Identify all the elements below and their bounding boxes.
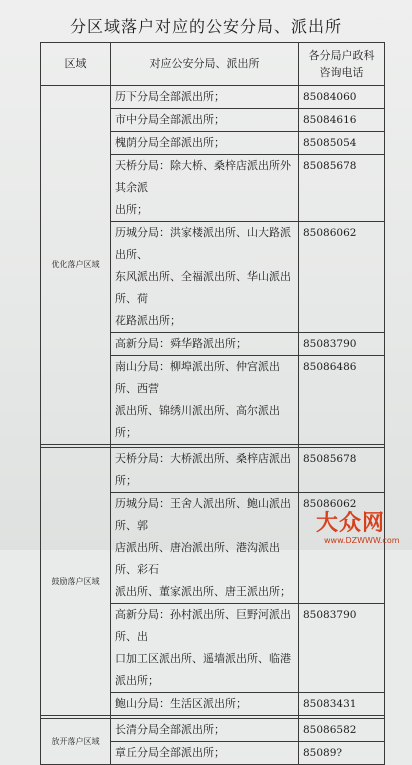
station-cell — [111, 109, 299, 132]
phone-cell: 85086582 — [299, 719, 385, 742]
phone-cell: 85086062 — [299, 222, 385, 333]
region-cell: 鼓励落户区域 — [41, 448, 111, 716]
station-line: 鲍山分局：生活区派出所； — [115, 697, 247, 710]
station-line: 天桥分局：除大桥、桑梓店派出所外其余派 — [115, 159, 291, 194]
station-line: 口加工区派出所、遥墙派出所、临港派出所； — [115, 652, 291, 687]
watermark-logo-text: 大众网 — [316, 511, 386, 536]
station-line: 天桥分局：大桥派出所、桑梓店派出所； — [115, 452, 291, 487]
table-row — [41, 448, 385, 493]
station-cell — [111, 719, 299, 742]
header-region: 区域 — [41, 43, 111, 86]
station-cell — [111, 132, 299, 155]
phone-cell: 85089? — [299, 742, 385, 765]
phone-cell: 85083790 — [299, 604, 385, 693]
header-station: 对应公安分局、派出所 — [111, 43, 299, 86]
station-line: 历下分局全部派出所； — [115, 90, 225, 103]
station-line: 花路派出所； — [115, 314, 181, 327]
station-line: 高新分局：舜华路派出所； — [115, 337, 247, 350]
table-body — [41, 86, 385, 765]
table-row — [41, 719, 385, 742]
station-cell — [111, 693, 299, 716]
phone-cell: 85086486 — [299, 356, 385, 445]
table-header-row — [41, 43, 385, 86]
station-line: 槐荫分局全部派出所； — [115, 136, 225, 149]
header-phone-line2: 咨询电话 — [319, 66, 364, 79]
station-cell — [111, 222, 299, 333]
region-cell: 优化落户区域 — [41, 86, 111, 445]
station-line: 南山分局：柳埠派出所、仲宫派出所、西营 — [115, 360, 280, 395]
station-cell — [111, 604, 299, 693]
header-phone-line1: 各分局户政科 — [308, 49, 375, 62]
document-title: 分区域落户对应的公安分局、派出所 — [69, 17, 342, 36]
station-cell — [111, 333, 299, 356]
station-line: 市中分局全部派出所； — [115, 113, 225, 126]
station-cell — [111, 356, 299, 445]
phone-cell: 85083790 — [299, 333, 385, 356]
watermark-logo — [296, 506, 408, 548]
station-line: 派出所、董家派出所、唐王派出所； — [115, 585, 291, 598]
station-line: 长清分局全部派出所； — [115, 723, 225, 736]
phone-cell: 85084616 — [299, 109, 385, 132]
station-cell — [111, 742, 299, 765]
station-cell — [111, 493, 299, 604]
region-cell: 放开落户区域 — [41, 719, 111, 765]
station-line: 章丘分局全部派出所； — [115, 746, 225, 759]
phone-cell: 85085678 — [299, 448, 385, 493]
station-line: 历城分局：王舍人派出所、鲍山派出所、郭 — [115, 497, 291, 532]
station-cell — [111, 155, 299, 222]
station-line: 出所； — [115, 203, 148, 216]
station-line: 东风派出所、全福派出所、华山派出所、荷 — [115, 270, 291, 305]
station-line: 店派出所、唐冶派出所、港沟派出所、彩石 — [115, 541, 280, 576]
station-line: 派出所、锦绣川派出所、高尔派出所； — [115, 404, 280, 439]
phone-cell: 85085054 — [299, 132, 385, 155]
phone-cell: 85083431 — [299, 693, 385, 716]
phone-cell: 85085678 — [299, 155, 385, 222]
police-station-table — [40, 42, 385, 765]
watermark-url: www.DZWWW.com — [324, 536, 400, 545]
table-row — [41, 86, 385, 109]
station-line: 高新分局：孙村派出所、巨野河派出所、出 — [115, 608, 291, 643]
header-phone — [299, 43, 385, 86]
phone-cell: 85084060 — [299, 86, 385, 109]
station-cell — [111, 448, 299, 493]
station-cell — [111, 86, 299, 109]
phone-cell: 85086062 — [299, 493, 385, 604]
station-line: 历城分局：洪家楼派出所、山大路派出所、 — [115, 226, 291, 261]
